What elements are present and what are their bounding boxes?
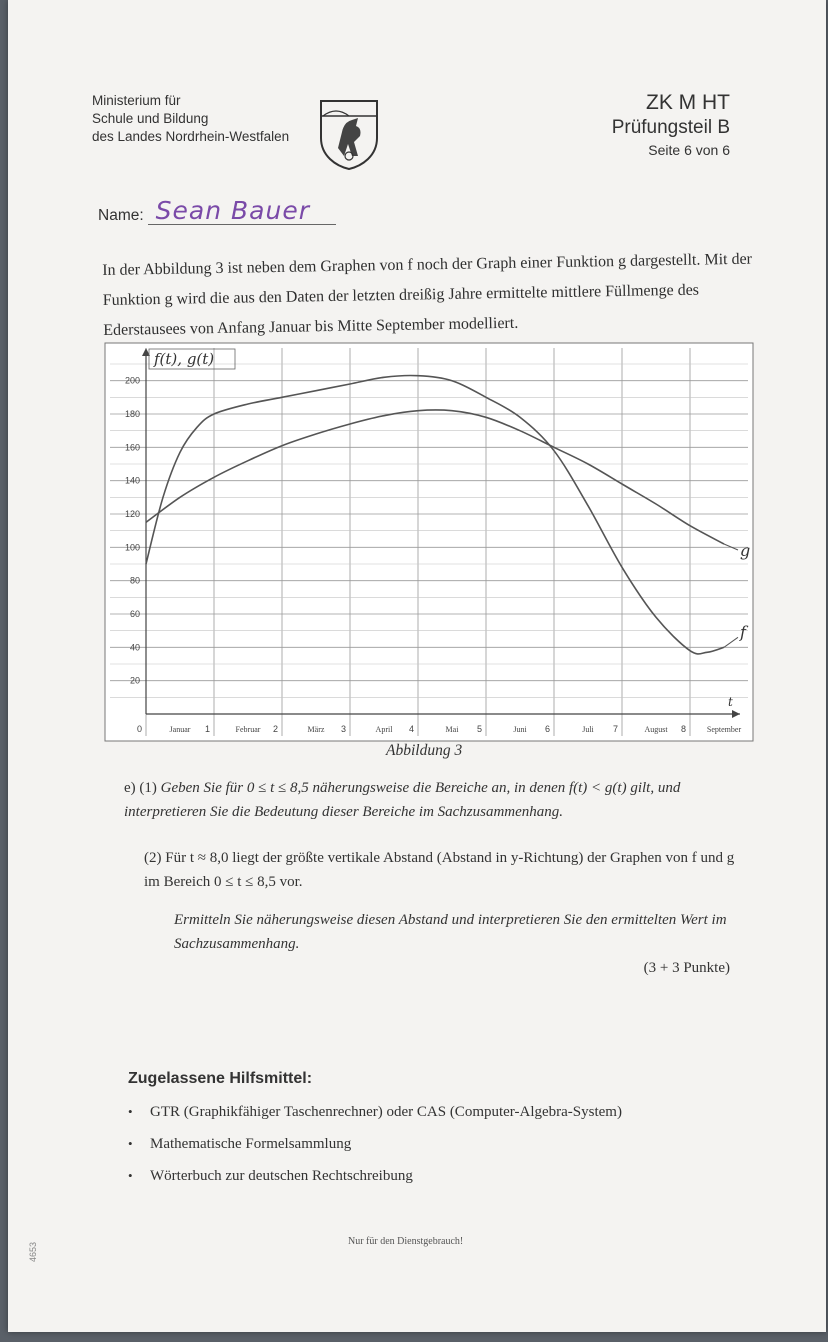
name-label: Name: [98,207,144,224]
y-tick-label: 140 [124,475,140,486]
handwritten-name: Sean Bauer [148,198,336,225]
y-tick-label: 120 [124,509,140,519]
nrw-crest-icon [318,98,380,170]
task-e2-instruction: Ermitteln Sie näherungsweise diesen Abstand und interpretieren Sie den ermittelten Wert im Sachzusammenhang. [174,912,727,952]
ministry-name [92,92,289,146]
name-field [98,198,336,225]
x-tick-label: 7 [612,724,618,734]
x-tick-label: 8 [680,724,686,734]
page-number: Seite 6 von 6 [648,142,730,158]
exam-part: Prüfungsteil B [611,117,730,138]
figure-caption: Abbildung 3 [386,742,463,759]
exam-header [612,90,730,160]
ministry-line-3: des Landes Nordrhein-Westfalen [92,129,290,144]
exam-code: ZK M HT [646,91,730,114]
task-e-label: e) [124,780,136,796]
chart-svg [104,342,754,742]
chart-figure [104,342,754,742]
y-tick-label: 60 [129,609,140,619]
ministry-line-2: Schule und Bildung [92,111,209,126]
y-tick-label: 20 [129,675,140,686]
x-tick-label: 3 [340,724,346,734]
exam-page [8,0,826,1332]
points: (3 + 3 Punkte) [643,960,730,976]
x-axis-label: t [728,695,733,709]
series-label-g: g [740,541,751,560]
month-label: Juni [513,725,527,734]
month-label: August [644,725,668,734]
y-tick-label: 40 [129,642,140,653]
task-e2 [144,846,744,894]
task-e1 [124,776,744,824]
x-tick-label: 1 [204,724,210,734]
task-e1-text: Geben Sie für 0 ≤ t ≤ 8,5 näherungsweise die Bereiche an, in denen f(t) < g(t) gilt, und interpretieren Sie die Bedeutung dieser Bereiche im Sachzusammenhang. [124,780,681,820]
chart-frame [105,343,753,741]
side-code: 4653 [28,1241,38,1262]
x-tick-label: 5 [476,724,482,734]
series-label-f: f [740,622,746,642]
month-label: April [375,725,393,734]
month-label: Januar [169,725,191,734]
list-item: • Wörterbuch zur deutschen Rechtschreibung [128,1160,622,1192]
aids-list [128,1096,622,1192]
month-label: Juli [582,725,594,734]
task-e2-num: (2) [144,850,162,866]
y-tick-label: 180 [124,409,140,419]
list-item: • Mathematische Formelsammlung [128,1128,622,1160]
y-tick-label: 160 [124,442,140,453]
month-label: März [307,725,325,734]
aids-title: Zugelassene Hilfsmittel: [128,1070,313,1087]
list-item: • GTR (Graphikfähiger Taschenrechner) oder CAS (Computer-Algebra-System) [128,1096,622,1128]
task-e2-text: Für t ≈ 8,0 liegt der größte vertikale Abstand (Abstand in y-Richtung) der Graphen von f und g im Bereich 0 ≤ t ≤ 8,5 vor. [144,850,735,890]
month-label: Mai [445,725,459,734]
x-tick-label: 0 [136,724,142,734]
month-label: Februar [235,725,261,734]
x-tick-label: 4 [408,724,414,734]
task-e1-num: (1) [139,780,157,796]
footer-note: Nur für den Dienstgebrauch! [348,1236,464,1247]
x-tick-label: 2 [272,724,278,734]
y-tick-label: 80 [129,575,140,586]
ministry-line-1: Ministerium für [92,93,181,108]
x-tick-label: 6 [544,724,550,734]
month-label: September [706,725,742,734]
y-axis-label: f(t), g(t) [154,350,215,368]
y-tick-label: 100 [124,542,140,553]
intro-text: In der Abbildung 3 ist neben dem Graphen von f noch der Graph einer Funktion g dargestellt. Mit der Funktion g wird die aus den Daten der letzten dreißig Jahre ermittelte mittlere Füllmenge des Ederstausees von Anfang Januar bis Mitte September modelliert. [102,250,753,339]
y-tick-label: 200 [124,375,140,386]
